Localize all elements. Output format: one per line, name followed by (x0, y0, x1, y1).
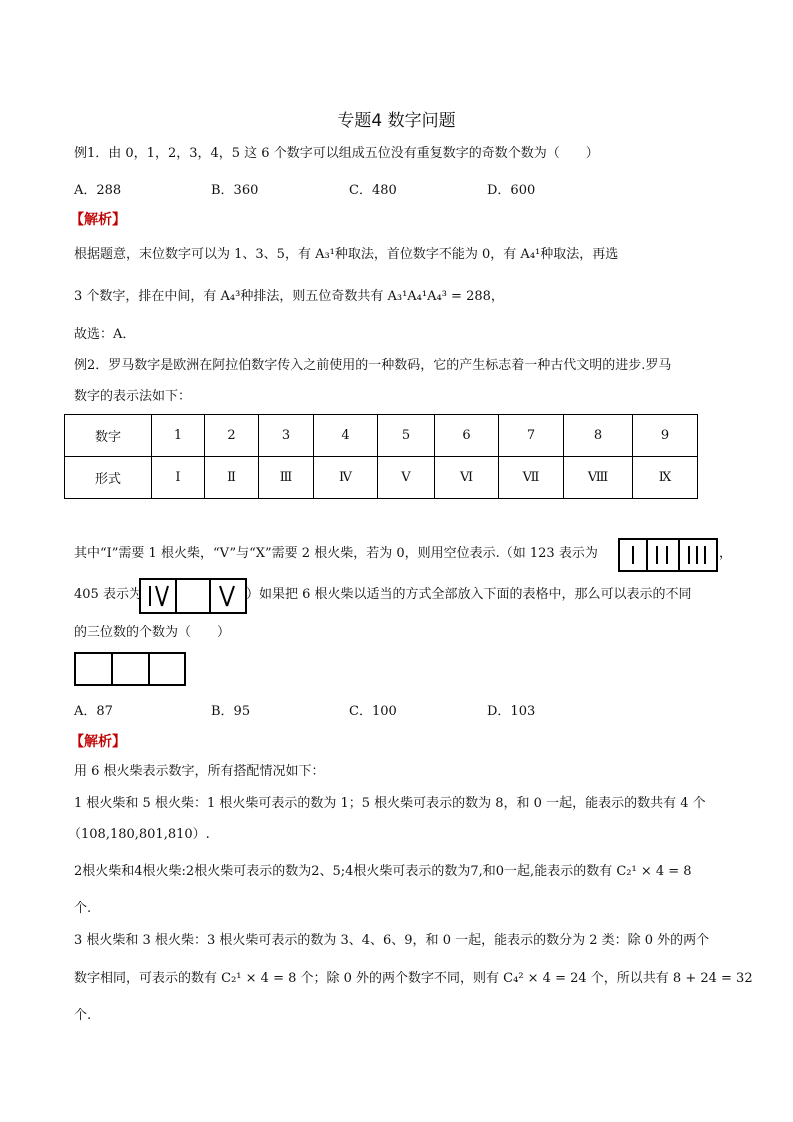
ex2-option-c: C．100 (349, 704, 397, 719)
matchstick-box-405 (139, 578, 247, 614)
roman-numeral-table (64, 414, 698, 499)
table-cell: 2 (205, 415, 259, 457)
ex2-solution-line3: （108,180,801,810）. (68, 827, 210, 842)
table-cell: 6 (435, 415, 499, 457)
ex1-answer: 故选：A． (74, 327, 136, 342)
table-cell: 7 (499, 415, 564, 457)
table-cell: Ⅶ (499, 457, 564, 499)
table-header-cell: 数字 (65, 415, 152, 457)
matchstick-digits (141, 580, 245, 612)
ex2-jiexi-label: 【解析】 (70, 734, 126, 750)
ex1-option-b: B．360 (211, 183, 259, 198)
table-cell: 1 (152, 415, 205, 457)
table-row (65, 415, 698, 457)
table-cell: 9 (633, 415, 698, 457)
table-cell: Ⅱ (205, 457, 259, 499)
table-cell: 5 (378, 415, 435, 457)
table-cell: 4 (314, 415, 378, 457)
ex2-solution-line1: 用 6 根火柴表示数字，所有搭配情况如下： (74, 764, 325, 779)
table-header-cell: 形式 (65, 457, 152, 499)
ex2-para3: 的三位数的个数为（ ） (74, 625, 231, 640)
ex2-para2: ）如果把 6 根火柴以适当的方式全部放入下面的表格中，那么可以表示的不同 (246, 587, 692, 602)
matchstick-box-123 (618, 538, 718, 572)
ex2-option-d: D．103 (487, 704, 536, 719)
ex2-option-a: A．87 (74, 704, 113, 719)
table-cell: 3 (259, 415, 314, 457)
ex1-option-c: C．480 (349, 183, 397, 198)
ex2-intro-line1: 例2．罗马数字是欧洲在阿拉伯数字传入之前使用的一种数码，它的产生标志着一种古代文明的进步.罗马 (74, 358, 672, 373)
empty-three-cell-grid (74, 652, 186, 686)
ex2-option-b: B．95 (211, 704, 251, 719)
ex2-para1-comma: ， (719, 546, 733, 561)
ex1-solution-line1: 根据题意，末位数字可以为 1、3、5，有 A₃¹种取法，首位数字不能为 0，有 A₄¹种取法，再选 (74, 247, 619, 262)
ex1-solution-line2: 3 个数字，排在中间，有 A₄³种排法，则五位奇数共有 A₃¹A₄¹A₄³ = 288， (74, 289, 504, 304)
table-cell: Ⅳ (314, 457, 378, 499)
table-cell: Ⅰ (152, 457, 205, 499)
ex2-para1: 其中“Ⅰ”需要 1 根火柴，“V”与“X”需要 2 根火柴，若为 0，则用空位表示.（如 123 表示为 (74, 546, 598, 561)
ex1-question: 例1．由 0，1，2，3，4，5 这 6 个数字可以组成五位没有重复数字的奇数个数为（ ） (74, 146, 599, 161)
ex2-para2-prefix: 405 表示为 (74, 587, 142, 602)
ex2-solution-line5: 个. (74, 901, 92, 916)
ex2-solution-line4: 2根火柴和4根火柴:2根火柴可表示的数为2、5;4根火柴可表示的数为7,和0一起,能表示的数有 C₂¹ × 4 = 8 (74, 864, 692, 879)
ex1-option-a: A．288 (74, 183, 122, 198)
ex2-solution-line7: 数字相同，可表示的数有 C₂¹ × 4 = 8 个；除 0 外的两个数字不同，则有 C₄² × 4 = 24 个，所以共有 8 + 24 = 32 (74, 971, 753, 986)
table-row (65, 457, 698, 499)
ex2-intro-line2: 数字的表示法如下： (74, 389, 192, 404)
table-cell: Ⅵ (435, 457, 499, 499)
ex2-solution-line8: 个. (74, 1008, 92, 1023)
ex2-solution-line2: 1 根火柴和 5 根火柴：1 根火柴可表示的数为 1；5 根火柴可表示的数为 8，和 0 一起，能表示的数共有 4 个 (74, 796, 706, 811)
ex2-solution-line6: 3 根火柴和 3 根火柴：3 根火柴可表示的数为 3、4、6、9，和 0 一起，能表示的数分为 2 类：除 0 外的两个 (74, 933, 710, 948)
table-cell: Ⅴ (378, 457, 435, 499)
page-title: 专题4 数字问题 (337, 111, 456, 131)
ex1-jiexi-label: 【解析】 (70, 212, 126, 228)
table-cell: Ⅸ (633, 457, 698, 499)
ex1-option-d: D．600 (487, 183, 536, 198)
table-cell: Ⅷ (564, 457, 633, 499)
table-cell: 8 (564, 415, 633, 457)
table-cell: Ⅲ (259, 457, 314, 499)
